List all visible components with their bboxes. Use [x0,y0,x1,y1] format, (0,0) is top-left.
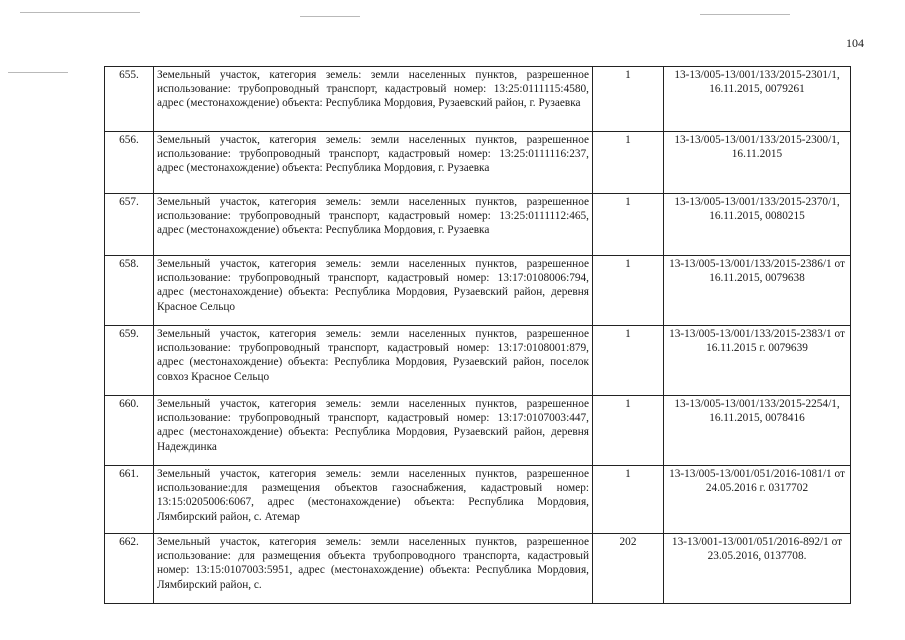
row-description: Земельный участок, категория земель: земли населенных пунктов, разрешенное использование: трубопроводный транспорт, кадастровый номер: 13:17:0108006:794, адрес (местонахождение) объекта: Республика Мордовия, Рузаевский район, деревня Красное Сельцо [154,256,593,326]
row-quantity: 1 [593,396,664,466]
table-row [105,67,851,132]
row-quantity: 1 [593,132,664,194]
table-row [105,466,851,534]
row-description: Земельный участок, категория земель: земли населенных пунктов, разрешенное использование: трубопроводный транспорт, кадастровый номер: 13:17:0107003:447, адрес (местонахождение) объекта: Республика Мордовия, Рузаевский район, деревня Надеждинка [154,396,593,466]
row-number: 662. [105,534,154,604]
row-number: 658. [105,256,154,326]
row-quantity: 1 [593,67,664,132]
row-number: 656. [105,132,154,194]
row-description: Земельный участок, категория земель: земли населенных пунктов, разрешенное использование: трубопроводный транспорт, кадастровый номер: 13:25:0111116:237, адрес (местонахождение) объекта: Республика Мордовия, г. Рузаевка [154,132,593,194]
row-description: Земельный участок, категория земель: земли населенных пунктов, разрешенное использование: трубопроводный транспорт, кадастровый номер: 13:25:0111115:4580, адрес (местонахождение) объекта: Республика Мордовия, Рузаевский район, г. Рузаевка [154,67,593,132]
row-registration: 13-13/005-13/001/051/2016-1081/1 от 24.05.2016 г. 0317702 [664,466,851,534]
row-description: Земельный участок, категория земель: земли населенных пунктов, разрешенное использование: трубопроводный транспорт, кадастровый номер: 13:17:0108001:879, адрес (местонахождение) объекта: Республика Мордовия, Рузаевский район, поселок совхоз Красное Сельцо [154,326,593,396]
row-registration: 13-13/005-13/001/133/2015-2386/1 от 16.11.2015, 0079638 [664,256,851,326]
table-row [105,256,851,326]
table-row [105,396,851,466]
row-quantity: 1 [593,326,664,396]
scan-artifact [20,12,140,13]
scan-artifact [700,14,790,15]
row-quantity: 1 [593,256,664,326]
row-registration: 13-13/005-13/001/133/2015-2370/1, 16.11.2015, 0080215 [664,194,851,256]
scan-artifact [300,16,360,17]
row-number: 661. [105,466,154,534]
row-quantity: 1 [593,194,664,256]
row-number: 660. [105,396,154,466]
table-row [105,534,851,604]
page-number: 104 [846,36,864,50]
row-quantity: 1 [593,466,664,534]
row-registration: 13-13/005-13/001/133/2015-2383/1 от 16.11.2015 г. 0079639 [664,326,851,396]
row-description: Земельный участок, категория земель: земли населенных пунктов, разрешенное использование: для размещения объекта трубопроводного транспорта, кадастровый номер: 13:15:0107003:5951, адрес (местонахождение) объекта: Республика Мордовия, Лямбирский район, с. [154,534,593,604]
table-row [105,132,851,194]
row-description: Земельный участок, категория земель: земли населенных пунктов, разрешенное использование:для размещения объектов газоснабжения, кадастровый номер: 13:15:0205006:6067, адрес (местонахождение) объекта: Республика Мордовия, Лямбирский район, с. Атемар [154,466,593,534]
row-number: 657. [105,194,154,256]
row-description: Земельный участок, категория земель: земли населенных пунктов, разрешенное использование: трубопроводный транспорт, кадастровый номер: 13:25:0111112:465, адрес (местонахождение) объекта: Республика Мордовия, г. Рузаевка [154,194,593,256]
table-row [105,326,851,396]
table-row [105,194,851,256]
property-table [104,66,851,604]
row-quantity: 202 [593,534,664,604]
row-number: 655. [105,67,154,132]
row-registration: 13-13/005-13/001/133/2015-2300/1, 16.11.2015 [664,132,851,194]
row-registration: 13-13/001-13/001/051/2016-892/1 от 23.05.2016, 0137708. [664,534,851,604]
row-registration: 13-13/005-13/001/133/2015-2254/1, 16.11.2015, 0078416 [664,396,851,466]
scan-artifact [8,72,68,73]
row-registration: 13-13/005-13/001/133/2015-2301/1, 16.11.2015, 0079261 [664,67,851,132]
row-number: 659. [105,326,154,396]
